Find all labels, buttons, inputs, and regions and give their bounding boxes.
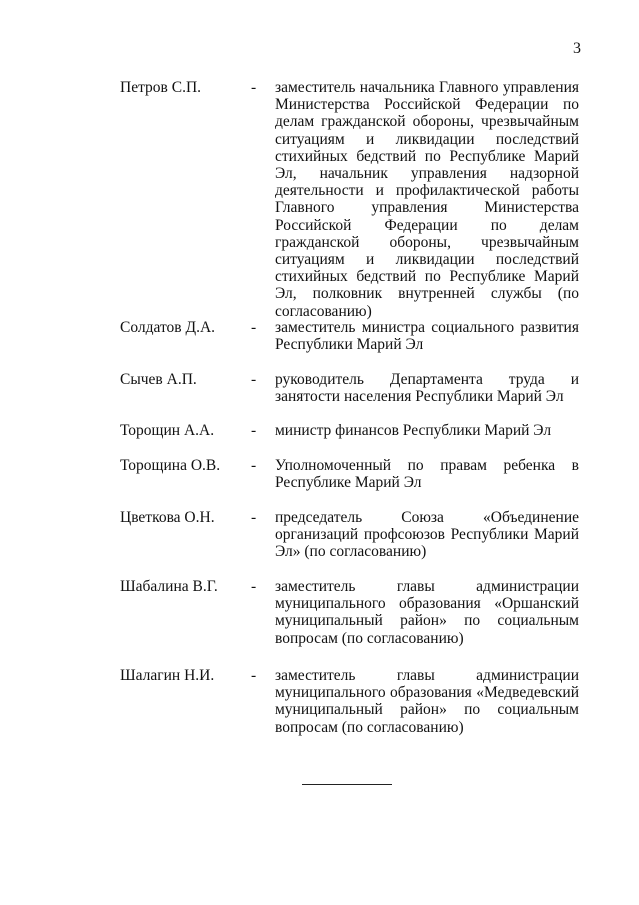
dash-separator: -: [251, 371, 257, 388]
member-name: Торощина О.В.: [120, 457, 221, 474]
end-divider-line: [302, 784, 392, 785]
member-name: Цветкова О.Н.: [120, 509, 215, 526]
member-name: Сычев А.П.: [120, 371, 197, 388]
member-position: министр финансов Республики Марий Эл: [275, 422, 552, 439]
page-number: 3: [573, 40, 581, 57]
dash-separator: -: [251, 578, 257, 595]
member-name: Шалагин Н.И.: [120, 667, 215, 684]
dash-separator: -: [251, 319, 257, 336]
dash-separator: -: [251, 667, 257, 684]
member-name: Солдатов Д.А.: [120, 319, 216, 336]
member-name: Петров С.П.: [120, 79, 202, 96]
dash-separator: -: [251, 457, 257, 474]
member-name: Торощин А.А.: [120, 422, 215, 439]
member-position: председатель Союза «Объединение организаций профсоюзов Республики Марий Эл» (по согласованию): [275, 509, 579, 561]
member-position: заместитель министра социального развития Республики Марий Эл: [275, 319, 579, 354]
member-position: Уполномоченный по правам ребенка в Республике Марий Эл: [275, 457, 579, 492]
member-position: руководитель Департамента труда и занятости населения Республики Марий Эл: [275, 371, 579, 406]
dash-separator: -: [251, 422, 257, 439]
member-position: заместитель главы администрации муниципального образования «Медведевский муниципальный район» по социальным вопросам (по согласованию): [275, 667, 579, 736]
member-name: Шабалина В.Г.: [120, 578, 218, 595]
dash-separator: -: [251, 509, 257, 526]
member-position: заместитель начальника Главного управления Министерства Российской Федерации по делам гражданской обороны, чрезвычайным ситуациям и ликвидации последствий стихийных бедствий по Республике Марий Эл, начальник управления надзорной деятельности и профилактической работы Главного управления Министерства Российской Федерации по делам гражданской обороны, чрезвычайным ситуациям и ликвидации последствий стихийных бедствий по Республике Марий Эл, полковник внутренней службы (по согласованию): [275, 79, 579, 320]
dash-separator: -: [251, 79, 257, 96]
member-position: заместитель главы администрации муниципального образования «Оршанский муниципальный район» по социальным вопросам (по согласованию): [275, 578, 579, 647]
